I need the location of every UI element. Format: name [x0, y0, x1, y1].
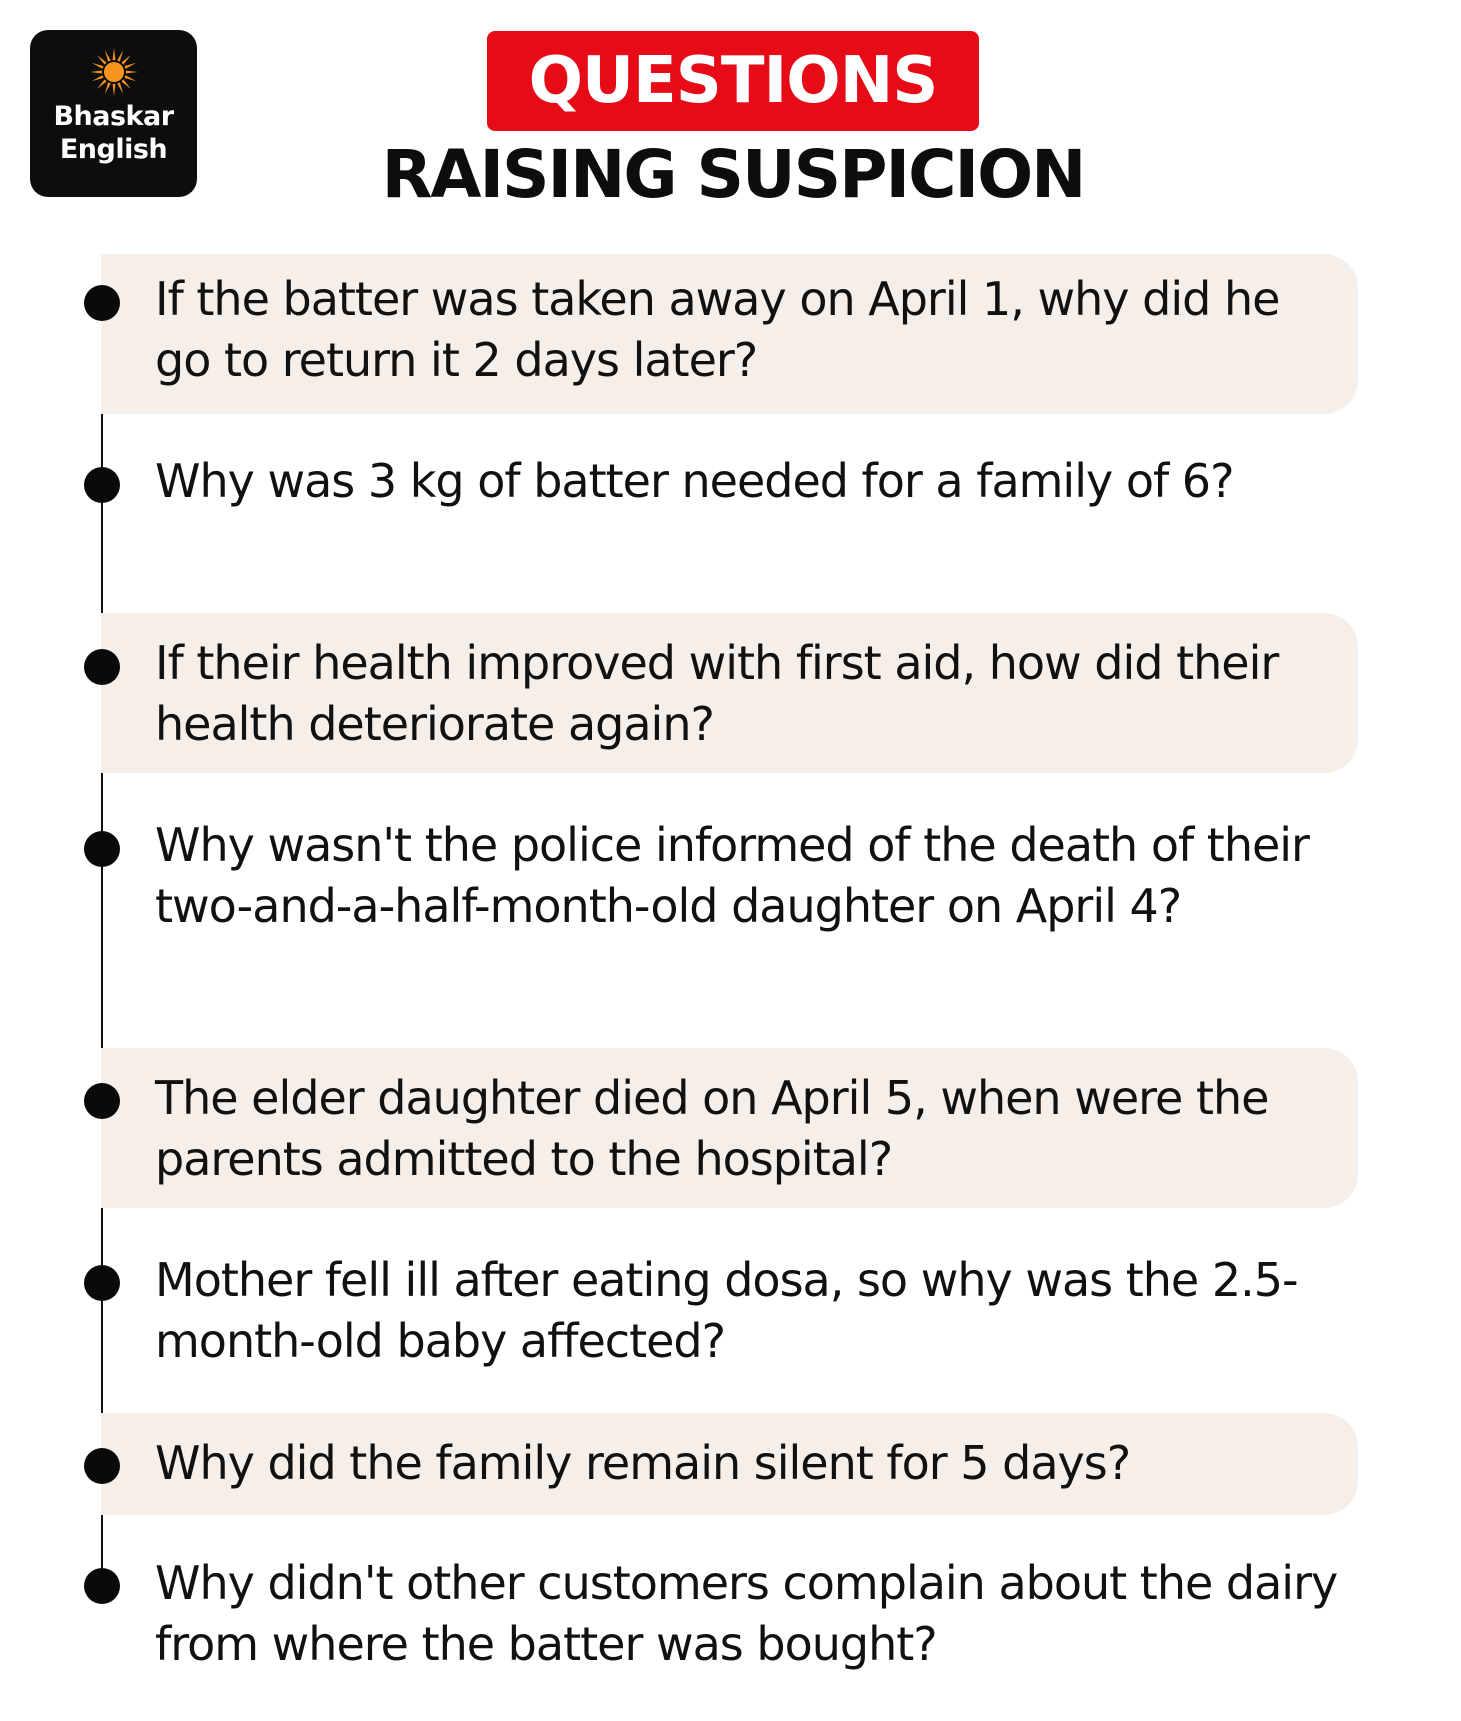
question-3-bullet: [84, 649, 120, 685]
brand-logo: [30, 30, 197, 197]
sun-ray: [124, 63, 136, 69]
logo-text-line2: English: [59, 134, 168, 165]
question-7-bullet: [84, 1448, 120, 1484]
logo-text-line1: Bhaskar: [53, 101, 174, 132]
question-1-bullet: [84, 285, 120, 321]
question-5-bullet: [84, 1083, 120, 1119]
question-4-bullet: [84, 831, 120, 867]
sun-ray: [90, 71, 102, 74]
sun-ray: [124, 75, 136, 81]
sun-icon: [86, 44, 142, 100]
question-2-bullet: [84, 467, 120, 503]
sun-ray: [91, 63, 103, 69]
sun-ray: [125, 71, 137, 74]
page-title: RAISING SUSPICION: [381, 136, 1085, 213]
question-6-text: Mother fell ill after eating dosa, so why was the 2.5-month-old baby affected?: [155, 1253, 1298, 1368]
sun-ray: [117, 82, 123, 94]
sun-ray: [121, 79, 131, 89]
sun-ray: [112, 84, 115, 96]
question-7-text: Why did the family remain silent for 5 days?: [155, 1436, 1131, 1490]
question-2-text: Why was 3 kg of batter needed for a family of 6?: [155, 454, 1234, 508]
question-8-text: Why didn't other customers complain about the dairy from where the batter was bought?: [155, 1556, 1338, 1671]
question-1-text: If the batter was taken away on April 1, why did he go to return it 2 days later?: [155, 272, 1280, 387]
question-4-text: Why wasn't the police informed of the death of their two-and-a-half-month-old daughter on April 4?: [155, 818, 1309, 933]
sun-ray: [97, 79, 107, 89]
sun-ray: [104, 82, 110, 94]
sun-ray: [104, 50, 110, 62]
question-3-text: If their health improved with first aid, how did their health deteriorate again?: [155, 636, 1279, 751]
sun-ray: [121, 55, 131, 65]
sun-ray: [112, 48, 115, 60]
question-5-text: The elder daughter died on April 5, when were the parents admitted to the hospital?: [155, 1071, 1269, 1186]
sun-ray: [91, 75, 103, 81]
question-8-bullet: [84, 1568, 120, 1604]
questions-badge: QUESTIONS: [487, 31, 979, 131]
sun-ray: [117, 50, 123, 62]
sun-ray: [97, 55, 107, 65]
question-6-bullet: [84, 1265, 120, 1301]
